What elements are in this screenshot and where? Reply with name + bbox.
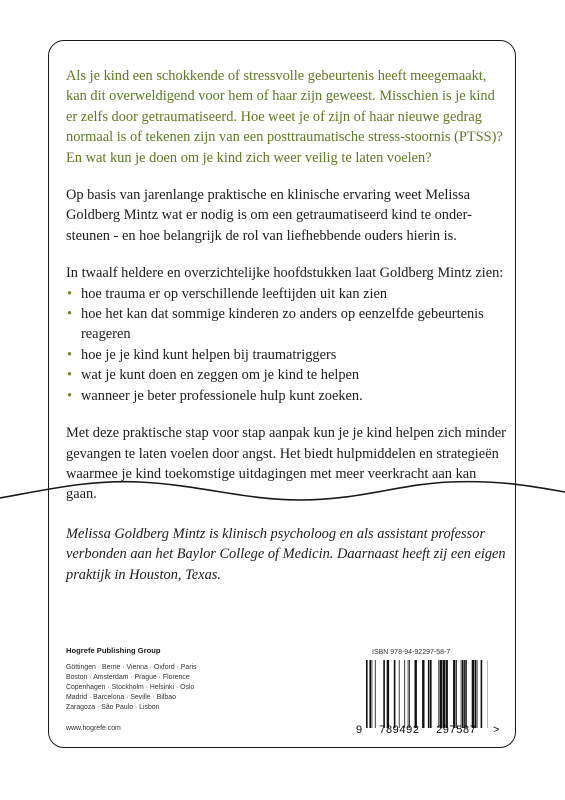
- barcode-digits: 9 789492 297587 >: [356, 724, 500, 736]
- isbn-barcode: [352, 645, 500, 739]
- author-experience-paragraph: Op basis van jarenlange praktische en klinische ervaring weet Melissa Goldberg Mintz wat er nodig is om een getraumatiseerd kind te onder-steunen - en hoe belangrijk de rol van liefhebbende ouders hierin is.: [66, 187, 472, 244]
- list-intro: In twaalf heldere en overzichtelijke hoofdstukken laat Goldberg Mintz zien:: [66, 265, 504, 282]
- publisher-url: www.hogrefe.com: [66, 725, 121, 732]
- chapter-list: [66, 284, 506, 406]
- isbn-label: ISBN 978-94-92297-58-7: [372, 649, 451, 656]
- list-item: • hoe je je kind kunt helpen bij traumatriggers: [66, 345, 506, 365]
- barcode-bars: [366, 660, 488, 728]
- intro-paragraph: Als je kind een schokkende of stressvolle gebeurtenis heeft meegemaakt, kan dit overweldigend voor hem of haar zijn geweest. Misschien is je kind er zelfs door getraumatiseerd. Hoe weet je of zijn of haar nieuwe gedrag normaal is of tekenen zijn van een posttraumatische stress-stoornis (PTSS)? En wat kun je doen om je kind zich weer veilig te laten voelen?: [66, 68, 503, 166]
- list-item: • hoe trauma er op verschillende leeftijden uit kan zien: [66, 284, 506, 304]
- publisher-block: [66, 646, 296, 732]
- approach-paragraph: Met deze praktische stap voor stap aanpak kun je je kind helpen zich minder gevangen te laten voelen door angst. Het biedt hulpmiddelen en strategieën waarmee je kind toekomstige uitdagingen met meer veerkracht aan kan gaan.: [66, 425, 506, 503]
- bullet-icon: •: [67, 285, 73, 302]
- list-item: • hoe het kan dat sommige kinderen zo anders op eenzelfde gebeurtenis reageren: [67, 306, 484, 343]
- bullet-icon: •: [67, 387, 73, 404]
- author-bio: Melissa Goldberg Mintz is klinisch psycholoog en als assistant professor verbonden aan het Baylor College of Medicin. Daarnaast heeft zij een eigen praktijk in Houston, Texas.: [66, 526, 506, 583]
- blurb: [66, 66, 506, 522]
- publisher-name: Hogrefe Publishing Group: [66, 646, 161, 655]
- bullet-icon: •: [67, 306, 73, 323]
- list-item: • wat je kunt doen en zeggen om je kind te helpen: [66, 365, 506, 385]
- publisher-cities: Göttingen · Berne · Vienna · Oxford · Paris Boston · Amsterdam · Prague · Florence Copenhagen · Stockholm · Helsinki · Oslo Madrid · Barcelona · Seville · Bilbao Zaragoza · São Paulo · Lisbon: [66, 664, 197, 711]
- list-item: • wanneer je beter professionele hulp kunt zoeken.: [66, 386, 506, 406]
- bullet-icon: •: [67, 346, 73, 363]
- bullet-icon: •: [67, 367, 73, 384]
